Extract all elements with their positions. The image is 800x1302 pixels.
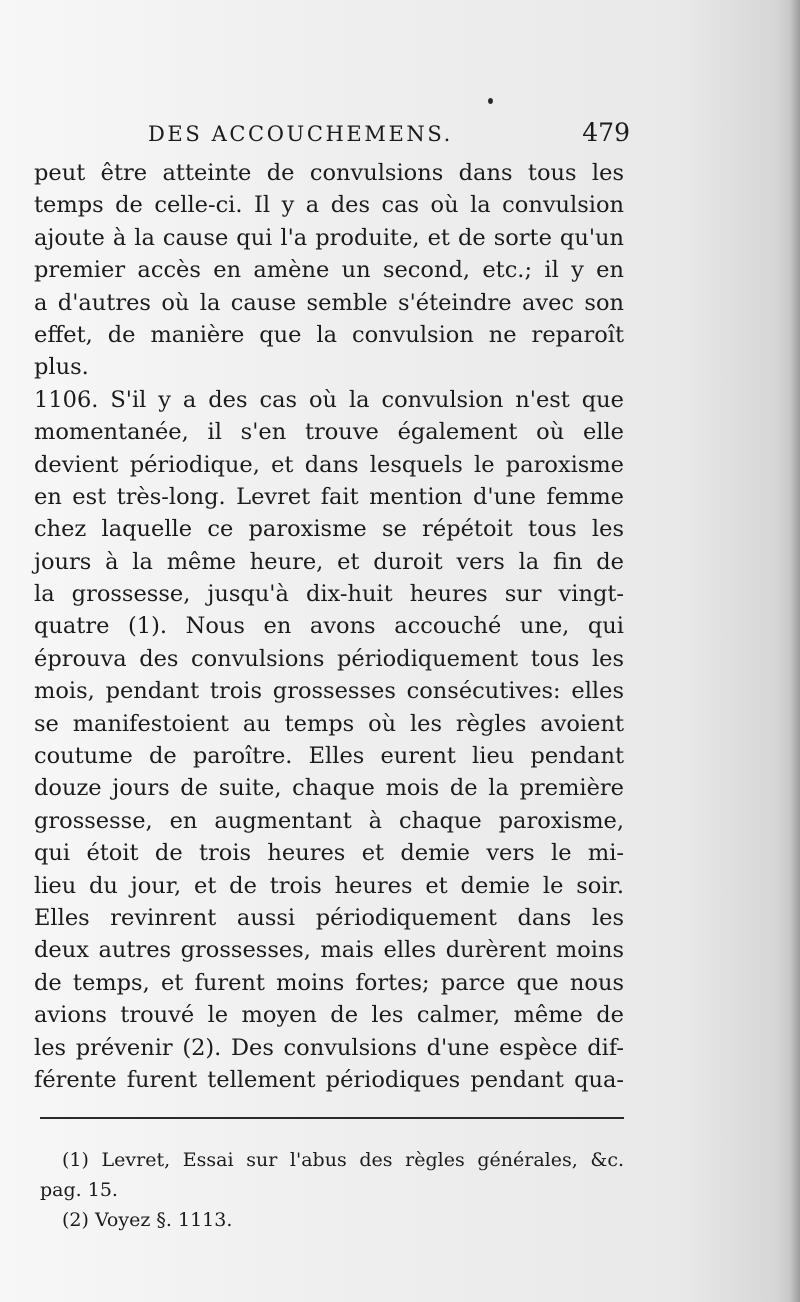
- text-line: avions trouvé le moyen de les calmer, même de: [34, 1002, 624, 1029]
- text-line: momentanée, il s'en trouve également où elle: [34, 419, 624, 446]
- text-line: devient périodique, et dans lesquels le paroxisme: [34, 451, 624, 478]
- footnote-1: (1) Levret, Essai sur l'abus des règles générales, &c.: [62, 1149, 624, 1171]
- text-line: Elles revinrent aussi périodiquement dans les: [34, 904, 624, 931]
- text-line: qui étoit de trois heures et demie vers le mi-: [34, 840, 624, 867]
- text-line: éprouva des convulsions périodiquement tous les: [34, 645, 624, 672]
- text-line: les prévenir (2). Des convulsions d'une espèce dif-: [34, 1034, 624, 1061]
- text-line: plus.: [34, 354, 89, 381]
- body-text: [34, 157, 624, 1096]
- text-line: temps de celle-ci. Il y a des cas où la convulsion: [34, 192, 624, 219]
- text-line: premier accès en amène un second, etc.; il y en: [34, 257, 624, 284]
- footnote-1-continuation: pag. 15.: [40, 1179, 118, 1201]
- text-line: douze jours de suite, chaque mois de la première: [34, 775, 624, 802]
- text-line: lieu du jour, et de trois heures et demie le soir.: [34, 872, 624, 899]
- text-line: grossesse, en augmentant à chaque paroxisme,: [34, 807, 624, 834]
- text-line: jours à la même heure, et duroit vers la fin de: [34, 548, 624, 575]
- text-line: peut être atteinte de convulsions dans tous les: [34, 160, 624, 186]
- text-line: la grossesse, jusqu'à dix-huit heures sur vingt-: [34, 581, 624, 608]
- text-line: férente furent tellement périodiques pendant qua-: [34, 1066, 624, 1093]
- text-line: mois, pendant trois grossesses consécutives: elles: [34, 678, 624, 705]
- text-line: quatre (1). Nous en avons accouché une, qui: [34, 613, 624, 640]
- page-edge-shadow: [790, 0, 800, 1302]
- text-line: coutume de paroître. Elles eurent lieu pendant: [34, 743, 624, 770]
- footnote-2: (2) Voyez §. 1113.: [62, 1209, 233, 1231]
- text-line: en est très-long. Levret fait mention d'une femme: [34, 483, 624, 510]
- page-number: 479: [582, 118, 630, 147]
- running-title: DES ACCOUCHEMENS.: [148, 122, 453, 146]
- text-line: effet, de manière que la convulsion ne reparoît: [34, 321, 624, 348]
- ink-speck: [488, 98, 493, 104]
- text-line: a d'autres où la cause semble s'éteindre avec son: [34, 289, 624, 316]
- text-line: deux autres grossesses, mais elles durèrent moins: [34, 937, 624, 964]
- text-line: se manifestoient au temps où les règles avoient: [34, 710, 624, 737]
- footnotes: [40, 1145, 624, 1235]
- paragraph-start-line: 1106. S'il y a des cas où la convulsion n'est que: [34, 386, 624, 413]
- text-line: de temps, et furent moins fortes; parce que nous: [34, 969, 624, 996]
- footnote-divider: [40, 1117, 624, 1119]
- running-head: [148, 118, 630, 152]
- text-line: chez laquelle ce paroxisme se répétoit tous les: [34, 516, 624, 543]
- text-line: ajoute à la cause qui l'a produite, et de sorte qu'un: [34, 224, 624, 251]
